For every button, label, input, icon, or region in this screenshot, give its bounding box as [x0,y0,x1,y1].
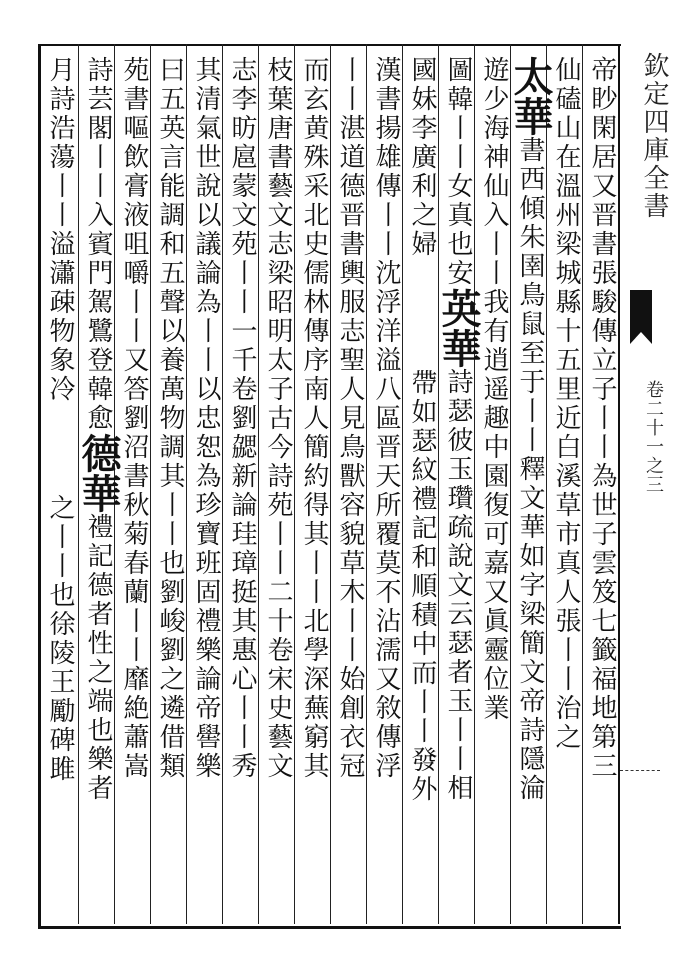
text-column: 帝眇閑居又晋書張駿傳立子丨丨為世子雲笈七籤福地第三 [587,56,617,781]
text-column: 仙磕山在溫州梁城縣十五里近白溪草市真人張丨丨治之 [551,56,581,752]
text-column: 而玄黄殊采北史儒林傳序南人簡約得其丨丨北學深蕪窮其 [299,56,329,781]
column-text: 禮記德者性之端也樂者 [83,513,113,803]
column-rule [222,44,223,924]
column-text: 詩瑟彼玉瓚疏說文云瑟者玉丨丨相 [443,368,473,803]
column-rule [258,44,259,924]
column-rule [150,44,151,924]
column-rule [474,44,475,924]
text-column: 遊少海神仙入丨丨我有逍遥趣中園復可嘉又眞靈位業 [479,56,509,723]
column-rule [294,44,295,924]
column-text: 圖韓丨丨女真也安 [443,56,473,288]
text-column [435,56,482,920]
text-column [75,56,122,920]
fishtail-mark-icon [630,290,652,332]
text-column: 曰五英言能調和五聲以養萬物調其丨丨也劉峻劉之遴借類 [155,56,185,781]
text-column [406,56,438,920]
column-text: 詩芸閣丨丨入賓門駕鷺登韓愈 [83,56,113,433]
column-text: 國妹李廣利之婦 [407,56,437,259]
text-column: 其清氣世說以議論為丨丨以忠恕為珍寶班固禮樂論帝嚳樂 [191,56,221,781]
column-rule [330,44,331,924]
column-text: 帶如瑟紋禮記和順積中而丨丨發外 [407,369,437,804]
volume-number: 卷二十一之三 [643,380,664,494]
margin-divider [620,770,660,771]
column-text: 之丨丨也徐陵王勵碑雎 [45,494,75,784]
heading-term: 英華 [435,288,482,368]
text-column: 枝葉唐書藝文志梁昭明太子古今詩苑丨丨二十卷宋史藝文 [263,56,293,781]
heading-term: 太華 [507,56,554,136]
column-text: 書西傾朱圉鳥鼠至于丨丨釋文華如字梁簡文帝詩隱淪 [515,136,545,803]
text-column [507,56,554,920]
column-rule [366,44,367,924]
column-rule [402,44,403,924]
column-text: 月詩浩蕩丨丨溢瀟疎物象冷 [45,56,75,404]
column-rule [186,44,187,924]
column-rule [546,44,547,924]
text-column: 漢書揚雄傳丨丨沈浮洋溢八區晋天所覆莫不沾濡又敘傳浮 [371,56,401,781]
text-column: 苑書嘔飲膏液咀嚼丨丨又答劉沼書秋菊春蘭丨丨靡絶蕭嵩 [119,56,149,781]
book-title: 欽定四庫全書 [639,52,669,220]
text-column: 志李昉扈蒙文苑丨丨一千卷劉勰新論珪璋挺其惠心丨丨秀 [227,56,257,781]
column-rule [582,44,583,924]
text-column: 丨丨湛道德晋書輿服志聖人見鳥獸容貌草木丨丨始創衣冠 [335,56,365,781]
text-column [44,56,76,920]
heading-term: 德華 [75,433,122,513]
